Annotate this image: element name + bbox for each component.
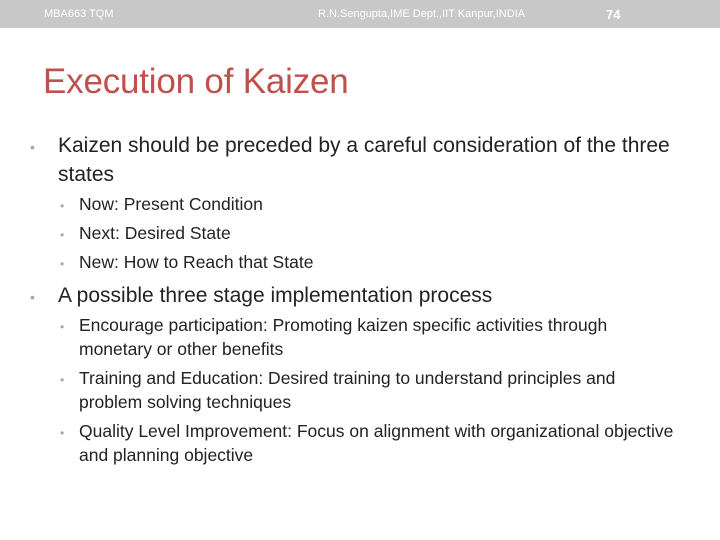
sub-bullet-text: Training and Education: Desired training to understand principles and problem solving techniques (79, 368, 616, 412)
sub-bullet-item (60, 221, 700, 245)
slide-number: 74 (606, 7, 621, 22)
course-label: MBA663 TQM (44, 8, 114, 20)
sub-bullet-item (60, 419, 700, 467)
sub-bullet-text: Quality Level Improvement: Focus on alignment with organizational objective and planning objective (79, 421, 674, 465)
bullet-dot-icon: • (60, 199, 65, 213)
sub-bullet-item (60, 366, 680, 414)
sub-bullet-text: Encourage participation: Promoting kaizen specific activities through monetary or other benefits (79, 315, 608, 359)
sub-bullet-text: Next: Desired State (79, 223, 231, 243)
bullet-dot-icon: • (60, 228, 65, 242)
bullet-item (30, 131, 690, 189)
bullet-dot-icon: • (60, 320, 65, 334)
slide-title: Execution of Kaizen (43, 62, 349, 101)
bullet-item (30, 281, 690, 310)
bullet-dot-icon: • (30, 139, 35, 155)
sub-bullet-text: Now: Present Condition (79, 194, 263, 214)
bullet-dot-icon: • (60, 373, 65, 387)
bullet-text: A possible three stage implementation process (58, 284, 493, 307)
bullet-dot-icon: • (60, 426, 65, 440)
bullet-text: Kaizen should be preceded by a careful consideration of the three states (58, 134, 670, 186)
bullet-dot-icon: • (30, 289, 35, 305)
bullet-dot-icon: • (60, 257, 65, 271)
author-label: R.N.Sengupta,IME Dept.,IIT Kanpur,INDIA (318, 8, 526, 20)
sub-bullet-item (60, 250, 700, 274)
sub-bullet-item (60, 313, 680, 361)
sub-bullet-text: New: How to Reach that State (79, 252, 314, 272)
sub-bullet-item (60, 192, 700, 216)
